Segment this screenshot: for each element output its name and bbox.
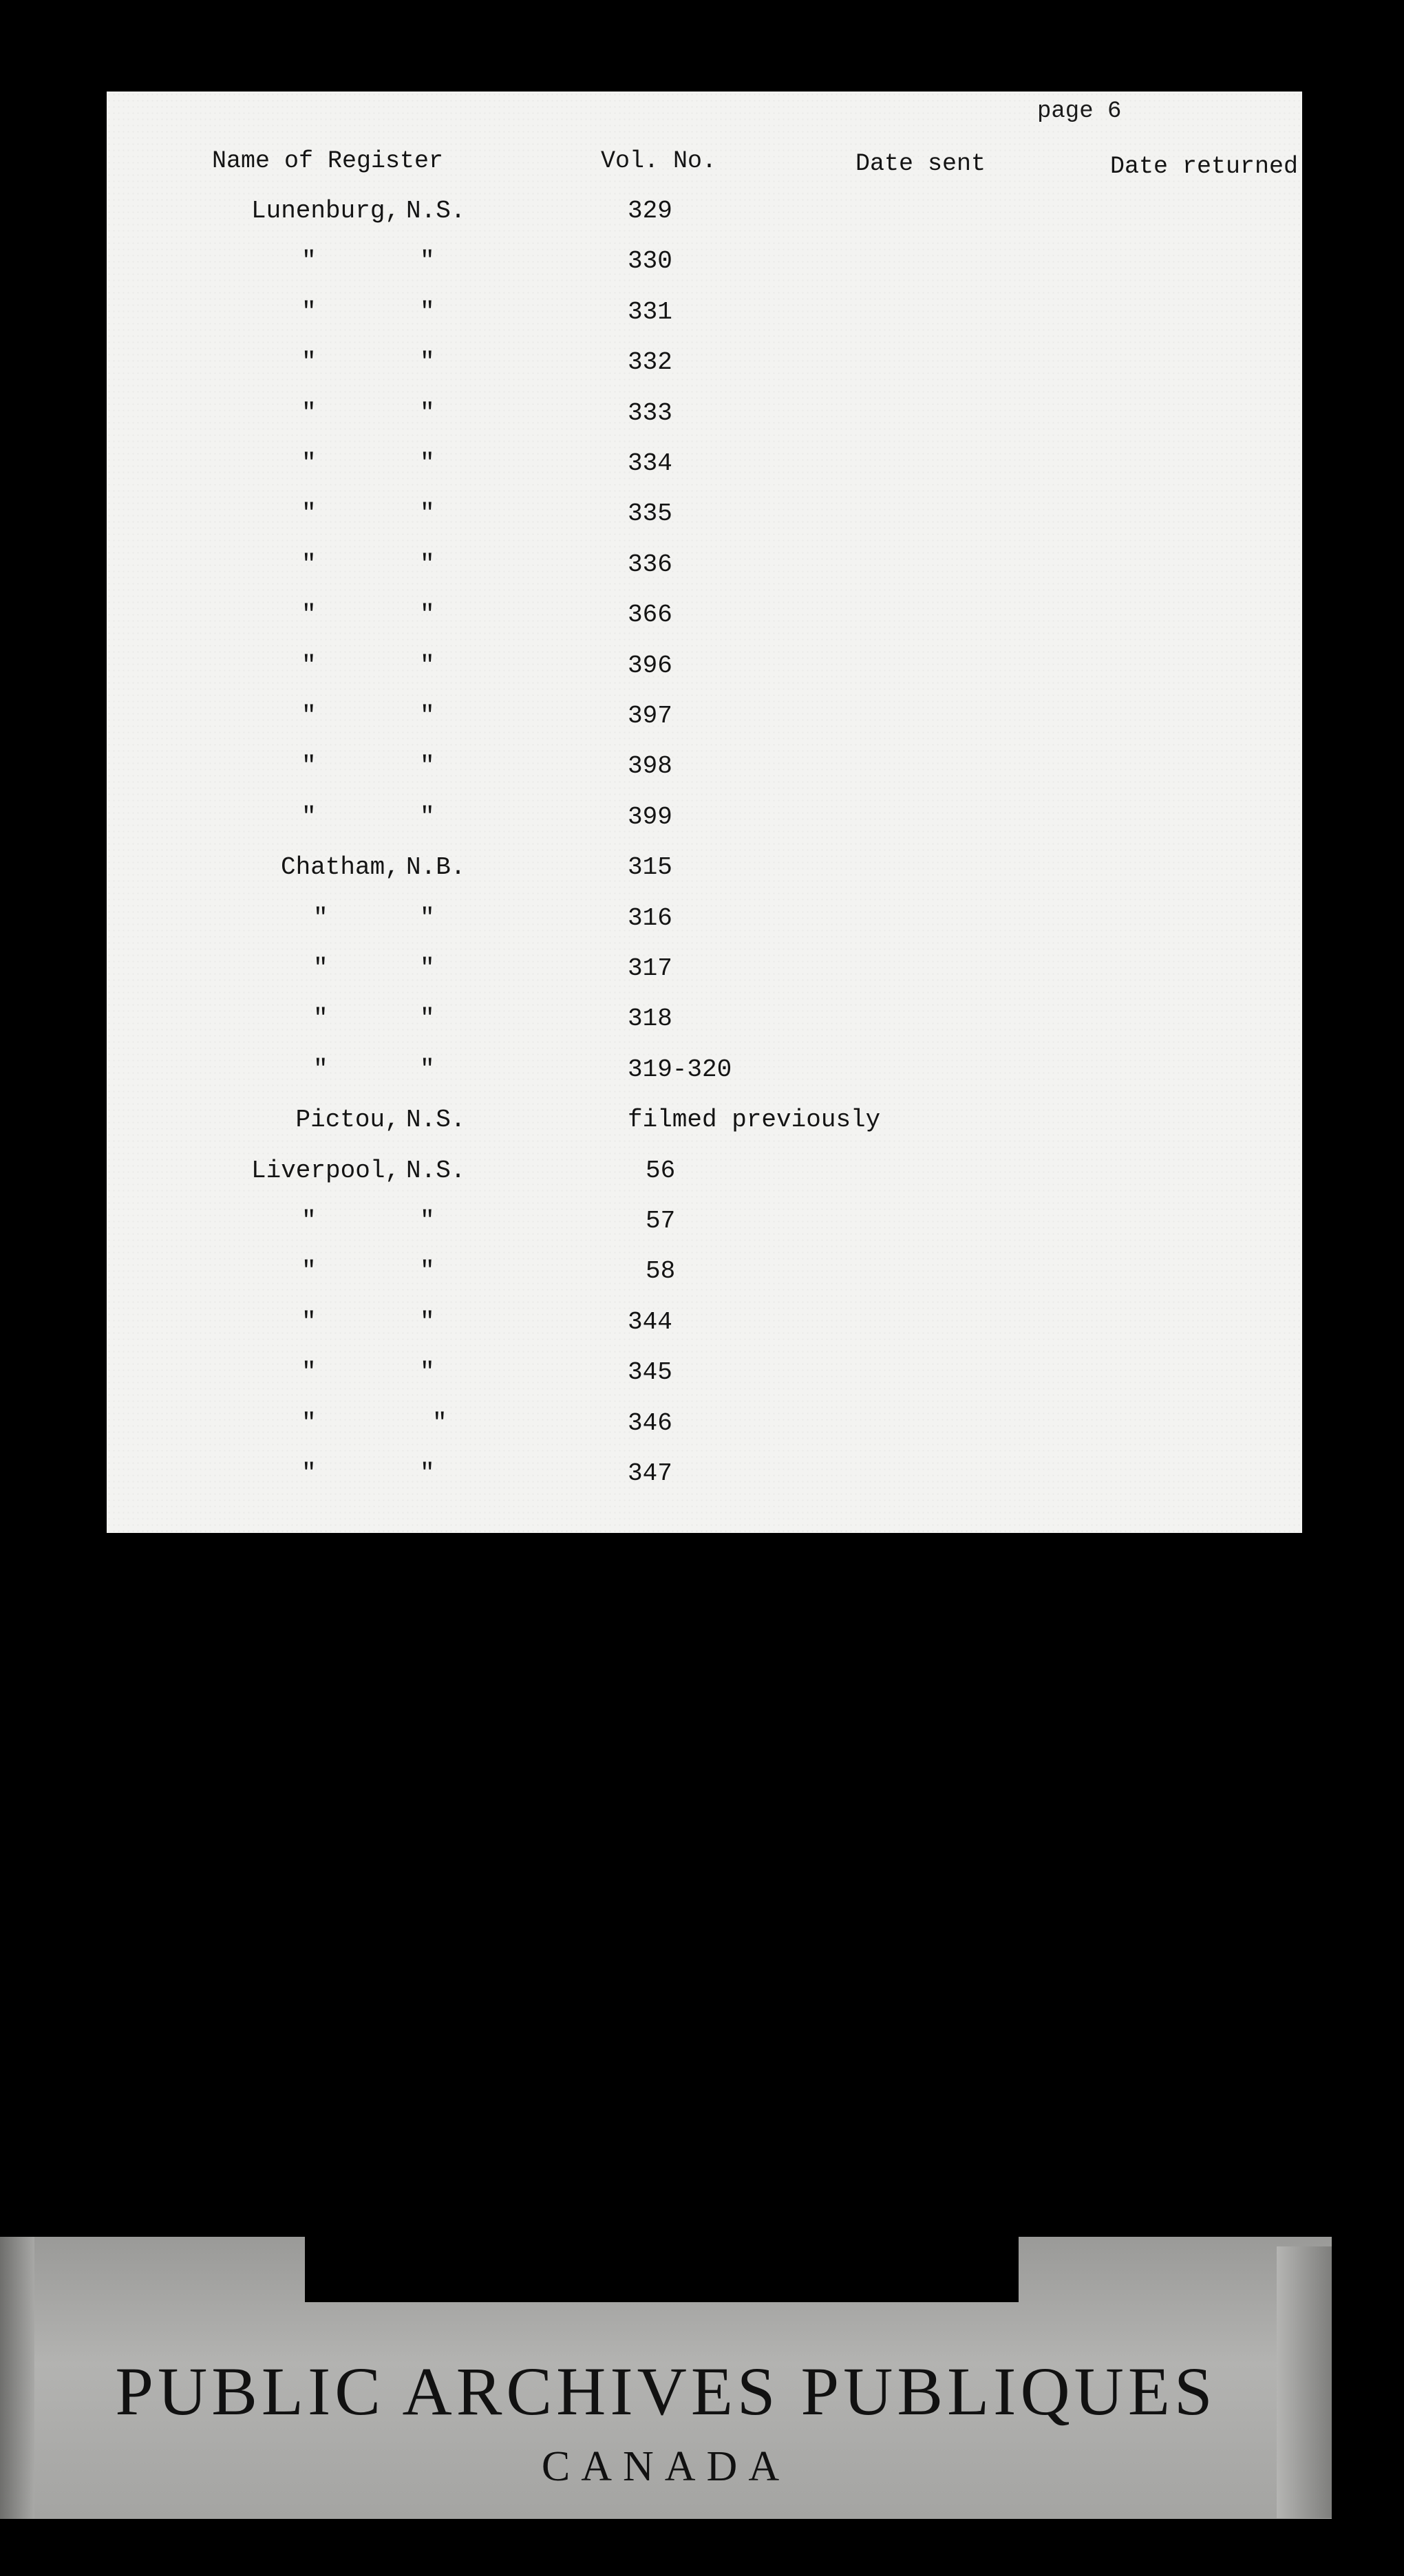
register-place: Chatham, bbox=[281, 853, 400, 881]
register-volume: 336 bbox=[628, 550, 672, 579]
register-province: " bbox=[420, 500, 435, 528]
register-place: " bbox=[301, 298, 317, 326]
register-place: " bbox=[301, 702, 317, 730]
register-volume: 57 bbox=[646, 1207, 676, 1235]
register-volume: 318 bbox=[628, 1005, 672, 1033]
register-volume: 344 bbox=[628, 1308, 672, 1336]
register-province: " bbox=[420, 550, 435, 579]
register-volume: 345 bbox=[628, 1358, 672, 1386]
register-province: " bbox=[420, 1358, 435, 1386]
register-province: N.B. bbox=[406, 853, 466, 881]
register-province: " bbox=[420, 1459, 435, 1488]
register-volume: 335 bbox=[628, 500, 672, 528]
register-volume: 333 bbox=[628, 399, 672, 427]
header-vol-no: Vol. No. bbox=[601, 147, 717, 175]
register-volume: 331 bbox=[628, 298, 672, 326]
register-place: Pictou, bbox=[295, 1106, 400, 1134]
header-date-returned: Date returned bbox=[1110, 153, 1299, 180]
register-province: N.S. bbox=[406, 1157, 466, 1185]
register-place: Lunenburg, bbox=[251, 197, 401, 225]
register-volume: 315 bbox=[628, 853, 672, 881]
register-province: " bbox=[420, 702, 435, 730]
register-place: " bbox=[301, 752, 317, 780]
document-page bbox=[107, 92, 1302, 1533]
page-number: page 6 bbox=[1037, 98, 1122, 125]
register-province: " bbox=[420, 449, 435, 477]
register-volume: 399 bbox=[628, 803, 672, 831]
register-place: " bbox=[301, 399, 317, 427]
register-province: " bbox=[420, 652, 435, 680]
register-volume: 334 bbox=[628, 449, 672, 477]
register-volume: 316 bbox=[628, 904, 672, 932]
register-province: N.S. bbox=[406, 1106, 466, 1134]
register-volume: 317 bbox=[628, 954, 672, 983]
register-volume: 346 bbox=[628, 1409, 672, 1437]
register-province: " bbox=[420, 1308, 435, 1336]
register-volume: 329 bbox=[628, 197, 672, 225]
register-province: " bbox=[420, 399, 435, 427]
register-volume: 58 bbox=[646, 1257, 676, 1285]
register-place: " bbox=[301, 1409, 317, 1437]
register-province: N.S. bbox=[406, 197, 466, 225]
register-province: " bbox=[420, 601, 435, 629]
register-volume: 366 bbox=[628, 601, 672, 629]
banner-title: PUBLIC ARCHIVES PUBLIQUES bbox=[115, 2353, 1217, 2429]
register-place: " bbox=[301, 1358, 317, 1386]
header-date-sent: Date sent bbox=[855, 150, 986, 178]
register-province: " bbox=[432, 1409, 447, 1437]
register-place: " bbox=[301, 1459, 317, 1488]
register-volume: 398 bbox=[628, 752, 672, 780]
register-place: " bbox=[301, 1308, 317, 1336]
register-place: " bbox=[313, 1055, 328, 1084]
banner-notch bbox=[305, 2237, 1019, 2302]
register-province: " bbox=[420, 1257, 435, 1285]
register-place: " bbox=[313, 954, 328, 983]
register-place: " bbox=[301, 652, 317, 680]
register-province: " bbox=[420, 1055, 435, 1084]
register-volume: 319-320 bbox=[628, 1055, 732, 1084]
register-province: " bbox=[420, 752, 435, 780]
register-place: Liverpool, bbox=[251, 1157, 401, 1185]
register-volume: 397 bbox=[628, 702, 672, 730]
register-place: " bbox=[301, 348, 317, 376]
register-volume: 347 bbox=[628, 1459, 672, 1488]
register-place: " bbox=[301, 449, 317, 477]
register-province: " bbox=[420, 904, 435, 932]
register-place: " bbox=[301, 247, 317, 275]
register-province: " bbox=[420, 803, 435, 831]
register-volume: 56 bbox=[646, 1157, 676, 1185]
banner-subtitle: CANADA bbox=[541, 2443, 791, 2490]
register-place: " bbox=[301, 1257, 317, 1285]
register-volume: filmed previously bbox=[628, 1106, 881, 1134]
register-province: " bbox=[420, 1207, 435, 1235]
register-place: " bbox=[313, 904, 328, 932]
header-name-of-register: Name of Register bbox=[212, 147, 444, 175]
register-province: " bbox=[420, 348, 435, 376]
register-province: " bbox=[420, 954, 435, 983]
register-place: " bbox=[301, 601, 317, 629]
register-place: " bbox=[301, 1207, 317, 1235]
register-volume: 332 bbox=[628, 348, 672, 376]
register-province: " bbox=[420, 1005, 435, 1033]
register-place: " bbox=[313, 1005, 328, 1033]
register-place: " bbox=[301, 803, 317, 831]
register-province: " bbox=[420, 247, 435, 275]
register-place: " bbox=[301, 500, 317, 528]
register-place: " bbox=[301, 550, 317, 579]
register-volume: 396 bbox=[628, 652, 672, 680]
register-volume: 330 bbox=[628, 247, 672, 275]
register-province: " bbox=[420, 298, 435, 326]
